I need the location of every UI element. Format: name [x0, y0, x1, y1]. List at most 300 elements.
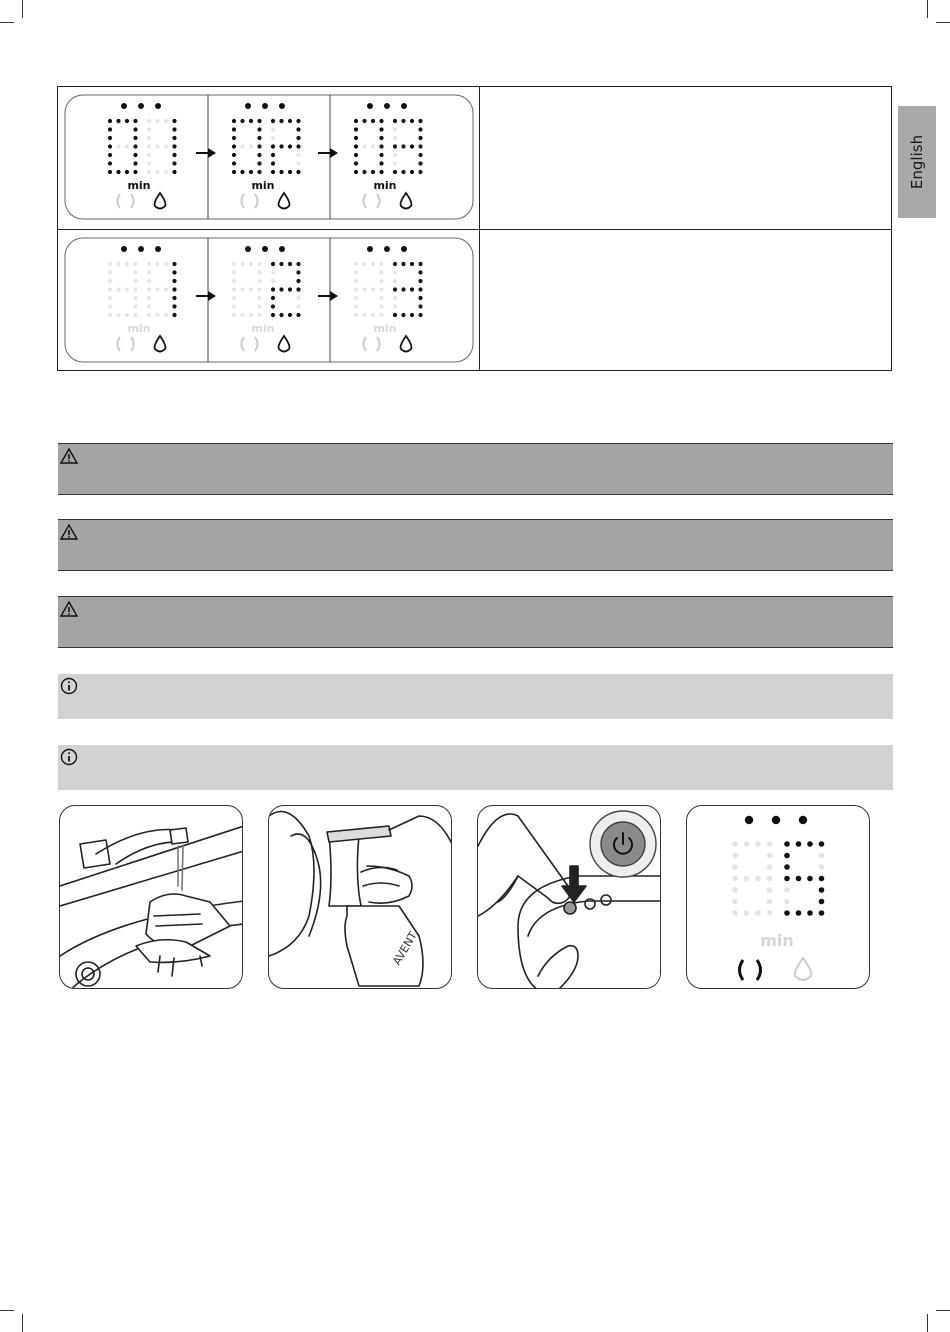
status-dot — [245, 246, 251, 252]
display-dot — [133, 144, 137, 148]
display-dot — [354, 270, 358, 274]
display-dot — [296, 161, 300, 165]
display-dot — [418, 313, 422, 317]
display-dot — [393, 127, 397, 131]
display-dot — [354, 296, 358, 300]
display-dot — [279, 287, 283, 291]
display-dot — [767, 910, 773, 916]
display-dot — [279, 119, 283, 123]
display-dot — [271, 153, 275, 157]
timer-display-table — [57, 86, 892, 371]
display-dot — [271, 313, 275, 317]
display-dot — [744, 876, 750, 882]
display-dot — [410, 144, 414, 148]
timer-sequence-panel — [58, 230, 479, 372]
display-dot — [147, 270, 151, 274]
display-dot — [125, 119, 129, 123]
warning-box — [58, 596, 893, 648]
display-dot — [133, 119, 137, 123]
display-dot — [279, 313, 283, 317]
display-dot — [354, 119, 358, 123]
status-dot — [138, 103, 144, 109]
display-dot — [379, 262, 383, 266]
language-tab-label: English — [908, 134, 927, 190]
display-dot — [410, 170, 414, 174]
display-dot — [257, 144, 261, 148]
display-dot — [147, 313, 151, 317]
display-dot — [164, 170, 168, 174]
display-dot — [767, 864, 773, 870]
display-dot — [362, 262, 366, 266]
status-dot — [138, 246, 144, 252]
display-dot — [401, 119, 405, 123]
display-dot — [379, 136, 383, 140]
display-dot — [116, 170, 120, 174]
display-dot — [257, 304, 261, 308]
status-dot — [367, 246, 373, 252]
status-dot — [799, 816, 807, 824]
display-dot — [125, 144, 129, 148]
display-dot — [371, 287, 375, 291]
display-dot — [379, 296, 383, 300]
display-dot — [108, 313, 112, 317]
display-dot — [257, 270, 261, 274]
display-dot — [288, 313, 292, 317]
display-dot — [172, 304, 176, 308]
display-dot — [232, 279, 236, 283]
display-dot — [108, 270, 112, 274]
display-dot — [172, 144, 176, 148]
display-dot — [108, 127, 112, 131]
display-dot — [172, 262, 176, 266]
display-dot — [418, 262, 422, 266]
display-dot — [744, 841, 750, 847]
display-dot — [819, 864, 825, 870]
display-dot — [257, 262, 261, 266]
status-dot — [155, 103, 161, 109]
display-dot — [147, 119, 151, 123]
warning-triangle-icon — [60, 447, 78, 465]
display-dot — [108, 296, 112, 300]
crop-mark — [927, 0, 928, 18]
display-dot — [249, 144, 253, 148]
display-dot — [147, 296, 151, 300]
display-dot — [108, 153, 112, 157]
display-outline — [65, 238, 473, 362]
status-dot — [121, 103, 127, 109]
display-dot — [133, 270, 137, 274]
warning-triangle-icon — [60, 523, 78, 541]
display-dot — [108, 262, 112, 266]
display-dot — [133, 136, 137, 140]
display-dot — [354, 287, 358, 291]
display-dot — [819, 899, 825, 905]
display-dot — [172, 119, 176, 123]
display-dot — [257, 170, 261, 174]
display-dot — [232, 144, 236, 148]
display-dot — [172, 161, 176, 165]
description-cell — [480, 230, 893, 372]
display-dot — [147, 279, 151, 283]
bottle-brand-label: AVENT — [390, 929, 420, 968]
display-dot — [296, 313, 300, 317]
display-dot — [155, 313, 159, 317]
warning-triangle-icon — [60, 600, 78, 618]
display-dot — [288, 119, 292, 123]
display-dot — [354, 144, 358, 148]
crop-mark — [22, 1314, 23, 1332]
display-dot — [172, 279, 176, 283]
display-dot — [362, 287, 366, 291]
display-dot — [379, 270, 383, 274]
display-dot — [164, 119, 168, 123]
display-dot — [784, 841, 790, 847]
display-dot — [240, 313, 244, 317]
crop-mark — [0, 1310, 14, 1311]
display-dot — [732, 853, 738, 859]
display-dot — [732, 899, 738, 905]
display-dot — [379, 127, 383, 131]
display-dot — [257, 161, 261, 165]
display-dot — [249, 262, 253, 266]
display-dot — [418, 287, 422, 291]
timer-sequence-panel — [58, 87, 479, 229]
display-dot — [232, 170, 236, 174]
display-dot — [784, 899, 790, 905]
display-dot — [296, 153, 300, 157]
display-dot — [133, 127, 137, 131]
display-dot — [232, 296, 236, 300]
display-dot — [155, 262, 159, 266]
display-dot — [133, 296, 137, 300]
display-dot — [271, 170, 275, 174]
display-dot — [418, 127, 422, 131]
display-dot — [108, 279, 112, 283]
display-dot — [784, 887, 790, 893]
display-dot — [147, 144, 151, 148]
display-dot — [410, 287, 414, 291]
display-dot — [393, 287, 397, 291]
display-dot — [271, 287, 275, 291]
display-dot — [232, 127, 236, 131]
display-dot — [232, 119, 236, 123]
display-dot — [279, 262, 283, 266]
display-dot — [379, 279, 383, 283]
display-dot — [288, 262, 292, 266]
display-dot — [147, 287, 151, 291]
display-dot — [379, 161, 383, 165]
display-dot — [784, 910, 790, 916]
display-dot — [240, 170, 244, 174]
unit-label: min — [251, 322, 275, 335]
display-dot — [767, 841, 773, 847]
display-dot — [796, 910, 802, 916]
display-dot — [379, 119, 383, 123]
display-outline — [65, 95, 473, 219]
description-cell — [480, 87, 893, 229]
display-dot — [362, 170, 366, 174]
display-dot — [410, 119, 414, 123]
display-dot — [240, 262, 244, 266]
display-dot — [732, 864, 738, 870]
display-dot — [393, 313, 397, 317]
display-dot — [125, 262, 129, 266]
display-dot — [271, 119, 275, 123]
display-dot — [133, 287, 137, 291]
display-dot — [133, 304, 137, 308]
display-dot — [371, 119, 375, 123]
display-dot — [744, 910, 750, 916]
display-dot — [172, 170, 176, 174]
display-dot — [288, 170, 292, 174]
display-illustration — [686, 805, 870, 989]
display-dot — [401, 313, 405, 317]
display-dot — [732, 910, 738, 916]
display-dot — [116, 287, 120, 291]
unit-label: min — [127, 179, 151, 192]
display-dot — [418, 144, 422, 148]
display-dot — [296, 279, 300, 283]
status-dot — [772, 816, 780, 824]
display-dot — [410, 262, 414, 266]
display-dot — [784, 876, 790, 882]
display-dot — [257, 313, 261, 317]
crop-mark — [0, 22, 14, 23]
display-dot — [116, 119, 120, 123]
display-dot — [418, 279, 422, 283]
status-dot — [262, 103, 268, 109]
press-power-button-illustration — [477, 805, 661, 989]
display-dot — [271, 262, 275, 266]
warning-box — [58, 443, 893, 495]
info-box — [58, 674, 893, 719]
display-dot — [232, 262, 236, 266]
display-dot — [147, 127, 151, 131]
display-dot — [257, 287, 261, 291]
status-dot — [155, 246, 161, 252]
unit-label: min — [127, 322, 151, 335]
display-dot — [108, 119, 112, 123]
display-dot — [767, 899, 773, 905]
display-dot — [354, 170, 358, 174]
display-dot — [116, 144, 120, 148]
display-dot — [393, 153, 397, 157]
display-dot — [296, 287, 300, 291]
display-dot — [393, 304, 397, 308]
info-circle-icon — [60, 748, 78, 766]
display-dot — [172, 270, 176, 274]
display-dot — [418, 304, 422, 308]
display-dot — [418, 296, 422, 300]
display-dot — [147, 262, 151, 266]
info-circle-icon — [60, 677, 78, 695]
display-dot — [116, 313, 120, 317]
display-dot — [393, 170, 397, 174]
display-dot — [796, 876, 802, 882]
display-dot — [362, 144, 366, 148]
display-dot — [164, 144, 168, 148]
display-dot — [371, 313, 375, 317]
display-dot — [401, 262, 405, 266]
pause-icon — [740, 960, 744, 980]
display-dot — [249, 287, 253, 291]
display-dot — [393, 161, 397, 165]
display-dot — [232, 287, 236, 291]
display-dot — [371, 262, 375, 266]
display-dot — [288, 144, 292, 148]
display-dot — [755, 910, 761, 916]
display-dot — [271, 136, 275, 140]
display-dot — [271, 296, 275, 300]
display-dot — [379, 304, 383, 308]
status-dot — [384, 103, 390, 109]
display-dot — [401, 170, 405, 174]
status-dot — [262, 246, 268, 252]
display-dot — [108, 304, 112, 308]
display-dot — [108, 170, 112, 174]
display-dot — [807, 876, 813, 882]
display-dot — [232, 136, 236, 140]
display-dot — [354, 304, 358, 308]
display-dot — [767, 853, 773, 859]
display-dot — [172, 153, 176, 157]
display-dot — [133, 279, 137, 283]
display-dot — [819, 853, 825, 859]
display-dot — [164, 313, 168, 317]
display-dot — [767, 887, 773, 893]
drop-icon — [795, 958, 812, 980]
display-dot — [271, 161, 275, 165]
display-dot — [271, 144, 275, 148]
display-dot — [257, 127, 261, 131]
display-dot — [232, 270, 236, 274]
display-dot — [249, 119, 253, 123]
display-dot — [296, 296, 300, 300]
crop-mark — [936, 1310, 950, 1311]
unit-label: min — [373, 322, 397, 335]
display-dot — [116, 262, 120, 266]
display-dot — [371, 144, 375, 148]
display-dot — [147, 304, 151, 308]
display-dot — [279, 144, 283, 148]
display-dot — [819, 887, 825, 893]
display-dot — [133, 153, 137, 157]
display-dot — [379, 153, 383, 157]
display-dot — [257, 119, 261, 123]
display-dot — [155, 119, 159, 123]
display-dot — [164, 287, 168, 291]
display-dot — [296, 170, 300, 174]
unit-label: min — [251, 179, 275, 192]
display-dot — [279, 170, 283, 174]
display-dot — [125, 313, 129, 317]
display-dot — [354, 127, 358, 131]
display-dot — [393, 136, 397, 140]
display-dot — [249, 170, 253, 174]
display-dot — [296, 119, 300, 123]
display-dot — [401, 144, 405, 148]
display-dot — [362, 313, 366, 317]
display-dot — [271, 279, 275, 283]
display-dot — [393, 262, 397, 266]
display-dot — [271, 270, 275, 274]
display-dot — [155, 170, 159, 174]
unit-label: min — [373, 179, 397, 192]
display-dot — [296, 262, 300, 266]
status-dot — [121, 246, 127, 252]
display-dot — [240, 287, 244, 291]
status-dot — [384, 246, 390, 252]
display-dot — [172, 287, 176, 291]
display-dot — [819, 841, 825, 847]
display-dot — [240, 119, 244, 123]
display-dot — [288, 287, 292, 291]
display-dot — [249, 313, 253, 317]
status-dot — [279, 246, 285, 252]
status-dot — [367, 103, 373, 109]
display-dot — [807, 910, 813, 916]
assembled-breast-pump-illustration — [268, 805, 452, 989]
display-dot — [418, 153, 422, 157]
display-dot — [172, 127, 176, 131]
display-dot — [271, 127, 275, 131]
display-dot — [379, 170, 383, 174]
display-dot — [147, 170, 151, 174]
display-dot — [164, 262, 168, 266]
display-dot — [732, 841, 738, 847]
display-dot — [133, 313, 137, 317]
display-dot — [410, 313, 414, 317]
crop-mark — [22, 0, 23, 18]
display-dot — [379, 144, 383, 148]
info-box — [58, 745, 893, 790]
language-tab[interactable] — [898, 106, 936, 218]
display-dot — [393, 119, 397, 123]
display-dot — [784, 853, 790, 859]
display-dot — [257, 153, 261, 157]
display-dot — [232, 313, 236, 317]
display-dot — [257, 279, 261, 283]
unit-label: min — [760, 931, 794, 950]
display-dot — [362, 119, 366, 123]
display-dot — [172, 296, 176, 300]
display-dot — [379, 313, 383, 317]
display-dot — [393, 144, 397, 148]
display-dot — [784, 864, 790, 870]
display-dot — [796, 841, 802, 847]
display-dot — [418, 136, 422, 140]
display-dot — [257, 136, 261, 140]
display-dot — [125, 170, 129, 174]
display-dot — [232, 304, 236, 308]
display-dot — [401, 287, 405, 291]
display-dot — [296, 127, 300, 131]
warning-box — [58, 519, 893, 571]
display-dot — [125, 287, 129, 291]
display-dot — [147, 153, 151, 157]
display-dot — [296, 270, 300, 274]
display-dot — [108, 144, 112, 148]
display-dot — [232, 153, 236, 157]
display-dot — [755, 876, 761, 882]
crop-mark — [927, 1314, 928, 1332]
display-dot — [393, 279, 397, 283]
display-dot — [354, 262, 358, 266]
display-dot — [240, 144, 244, 148]
display-dot — [108, 161, 112, 165]
display-dot — [354, 161, 358, 165]
display-dot — [732, 876, 738, 882]
